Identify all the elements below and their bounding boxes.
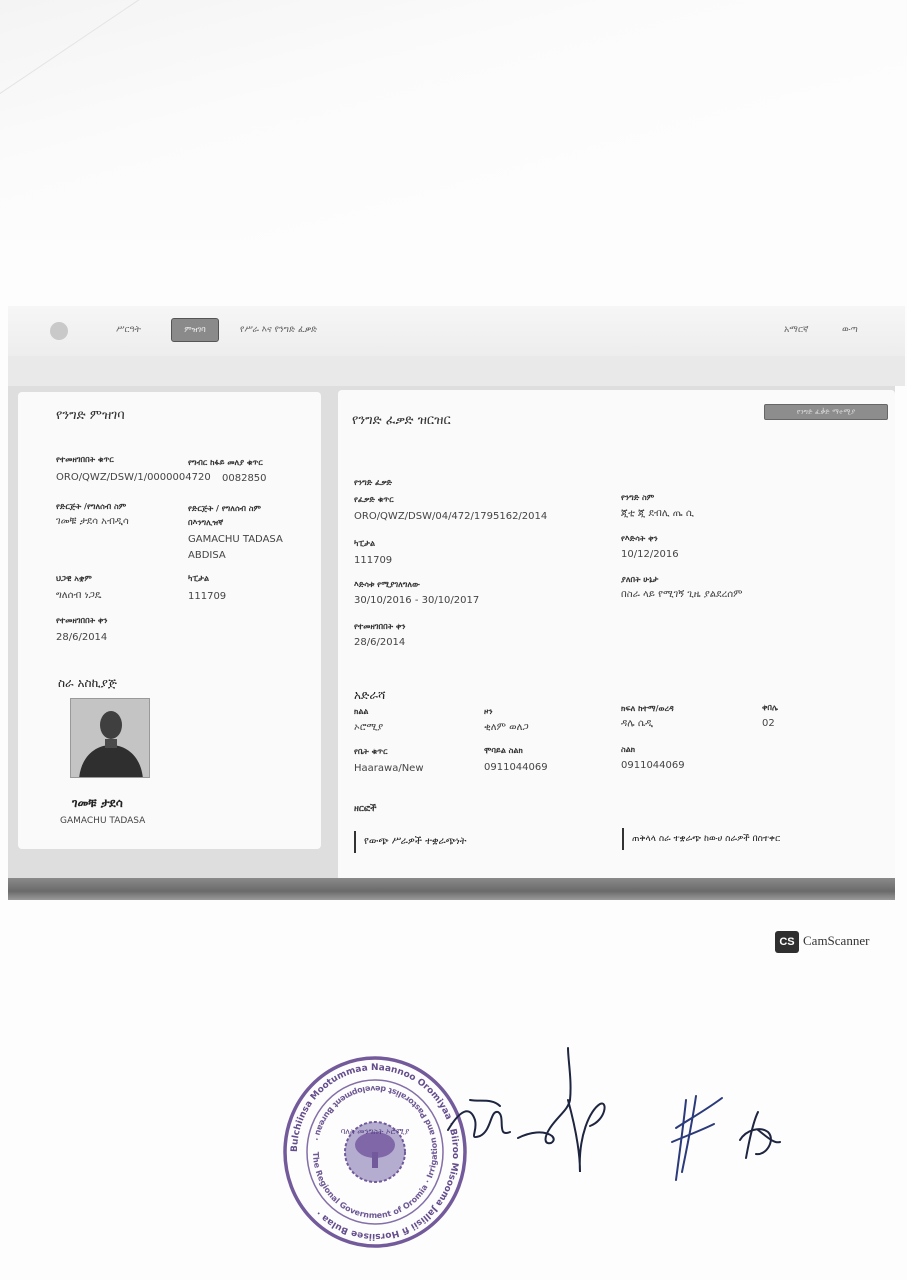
house-number-label: የቤት ቁጥር [354,747,388,756]
owner-photo [70,698,150,778]
nav-logout[interactable]: ውጣ [842,325,858,335]
svg-text:ባለስ መንግስት ኦሮሚያ: ባለስ መንግስት ኦሮሚያ [340,1127,410,1136]
left-capital-value: 111709 [188,591,227,602]
sector-link-general-contractor[interactable]: ጠቅላላ ስራ ተቋራጭ ከውሀ ስራዎች በስተቀር [622,828,780,850]
license-number-value: ORO/QWZ/DSW/04/472/1795162/2014 [354,511,548,522]
nav-item-work-license[interactable]: የሥራ እና የንግድ ፈቃድ [240,325,318,335]
right-reg-date-value: 28/6/2014 [354,637,406,648]
capital-value: 111709 [354,555,393,566]
app-logo-icon[interactable] [50,322,68,340]
region-value: ኦሮሚያ [354,722,384,733]
top-navbar [8,306,905,356]
renewal-date-label: የእድሳት ቀን [621,534,658,543]
registration-number-value: ORO/QWZ/DSW/1/0000004720 [56,472,211,483]
paper-fold-shadow [0,0,907,240]
license-details-card [338,390,895,882]
license-section-title: የንግድ ፈቃድ [354,478,393,487]
owner-name-value: ገመቹ ታደሳ አብዲሳ [56,516,129,527]
left-reg-date-label: የተመዘገበበት ቀን [56,616,108,625]
status-value: በስራ ላይ የሚገኝ ጊዜ ያልደረሰም [621,589,743,600]
print-license-button[interactable]: የንግድ ፈቃድ ማተሚያ [764,404,888,420]
mobile-value: 0911044069 [484,762,548,773]
subcity-value: ዳሌ ሴዲ [621,718,654,729]
svg-text:Bulchiinsa Mootummaa Naannoo O: Bulchiinsa Mootummaa Naannoo Oromiyaa · Biiroo Misooma Jallisii fi Horsiisee Bulaa · [289,1062,461,1242]
sectors-title: ዘርፎች [354,804,377,814]
right-reg-date-label: የተመዘገበበት ቀን [354,622,406,631]
left-card-title: የንግድ ምዝገባ [56,408,125,423]
right-card-title: የንግድ ፈቃድ ዝርዝር [352,413,451,428]
trade-name-label: የንግድ ስም [621,493,655,502]
region-label: ክልል [354,707,369,716]
license-number-label: የፈቃድ ቁጥር [354,495,394,504]
address-title: አድራሻ [354,688,386,702]
left-reg-date-value: 28/6/2014 [56,632,108,643]
camscanner-logo-icon: CS [775,931,799,953]
page-footer-bar [8,878,895,900]
legal-status-label: ህጋዊ አቋም [56,574,92,583]
zone-label: ዞን [484,707,493,716]
status-label: ያለበት ሁኔታ [621,575,659,584]
signature-2 [672,1096,722,1180]
owner-name-en-value: GAMACHU TADASA ABDISA [188,534,283,561]
phone-label: ስልክ [621,745,636,754]
registration-number-label: የተመዘገበበት ቁጥር [56,455,114,464]
owner-name-en-label: የድርጅት / የግለሰብ ስም በእንግሊዝኛ [188,504,261,527]
zone-value: ቂለም ወለጋ [484,722,529,733]
phone-value: 0911044069 [621,760,685,771]
signatures [440,1040,800,1190]
nav-item-system[interactable]: ሥርዓት [116,325,141,335]
legal-status-value: ግለሰብ ነጋዴ [56,590,102,601]
tin-label: የግብር ከፋይ መለያ ቁጥር [188,458,263,467]
signature-1 [448,1048,605,1172]
owner-name-label: የድርጅት /የግለሰብ ስም [56,502,127,511]
owner-name-amharic: ገመቹ ታደሳ [72,796,123,810]
trade-name-value: ጂቲ ጂ ደብሊ ጤ ሲ [621,508,694,519]
kebele-value: 02 [762,718,775,729]
mobile-label: ሞባይል ስልክ [484,746,523,755]
subcity-label: ክፍለ ከተማ/ወረዳ [621,704,674,713]
svg-text:The Regional Government of Oro: The Regional Government of Oromia · Irrigation and Pastoralist development Bureau · [310,1083,440,1221]
nav-item-registration[interactable]: ምዝገባ [171,318,219,342]
person-silhouette-icon [71,699,150,778]
house-number-value: Haarawa/New [354,763,424,774]
owner-name-english: GAMACHU TADASA [60,816,146,826]
validity-label: እድሳቱ የሚያገለግለው [354,580,420,589]
tin-value: 0082850 [222,473,267,484]
camscanner-watermark: CamScanner [803,933,870,948]
header-band [8,356,905,386]
signature-3 [740,1112,780,1158]
left-capital-label: ካፒታል [188,574,210,583]
capital-label: ካፒታል [354,539,376,548]
sector-link-foreign-contracting[interactable]: የውጭ ሥራዎች ተቋራጭነት [354,831,467,853]
nav-language[interactable]: አማርኛ [784,325,809,335]
kebele-label: ቀበሌ [762,703,778,712]
renewal-date-value: 10/12/2016 [621,549,679,560]
manager-title: ስራ አስኪያጅ [58,676,117,690]
validity-value: 30/10/2016 - 30/10/2017 [354,595,480,606]
